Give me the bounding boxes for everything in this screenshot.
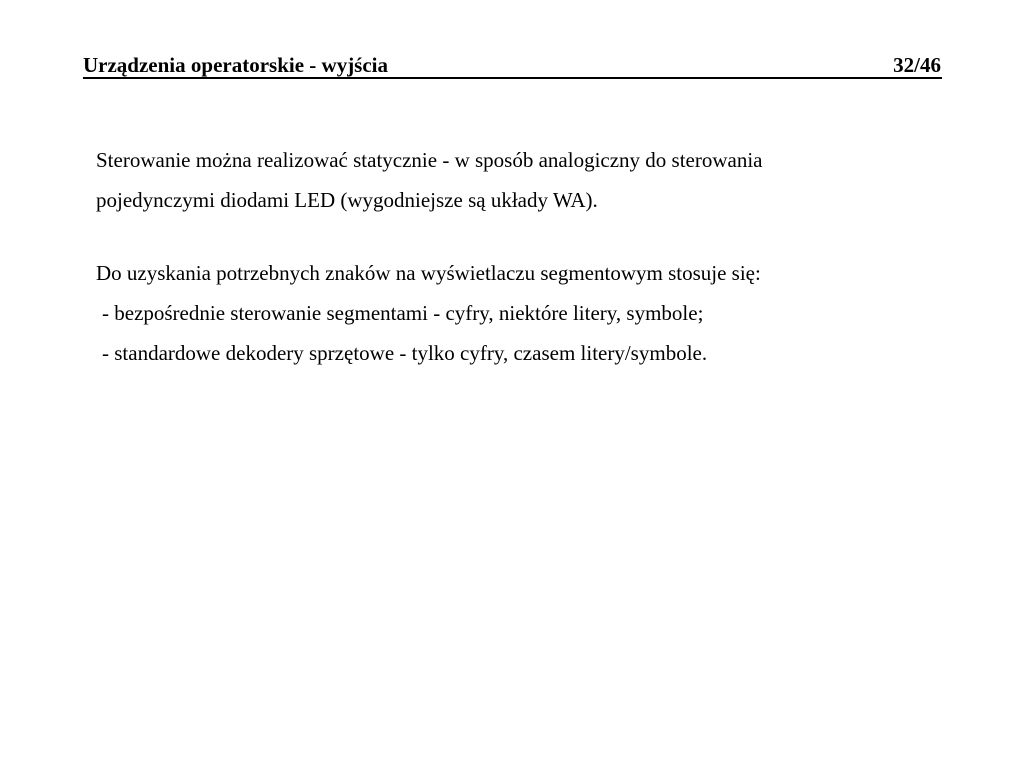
paragraph-1-line-2: pojedynczymi diodami LED (wygodniejsze są układy WA). [96, 188, 598, 212]
paragraph-spacer [96, 220, 976, 253]
paragraph-1-line-1: Sterowanie można realizować statycznie - w sposób analogiczny do sterowania [96, 148, 763, 172]
paragraph-2-intro: Do uzyskania potrzebnych znaków na wyświetlaczu segmentowym stosuje się: [96, 261, 761, 285]
list-item: - standardowe dekodery sprzętowe - tylko cyfry, czasem litery/symbole. [102, 341, 708, 365]
slide-title: Urządzenia operatorskie - wyjścia [83, 53, 389, 77]
list-item: - bezpośrednie sterowanie segmentami - cyfry, niektóre litery, symbole; [102, 301, 704, 325]
slide-body [96, 140, 976, 373]
page-number: 32/46 [893, 53, 941, 77]
slide-header [83, 53, 942, 79]
